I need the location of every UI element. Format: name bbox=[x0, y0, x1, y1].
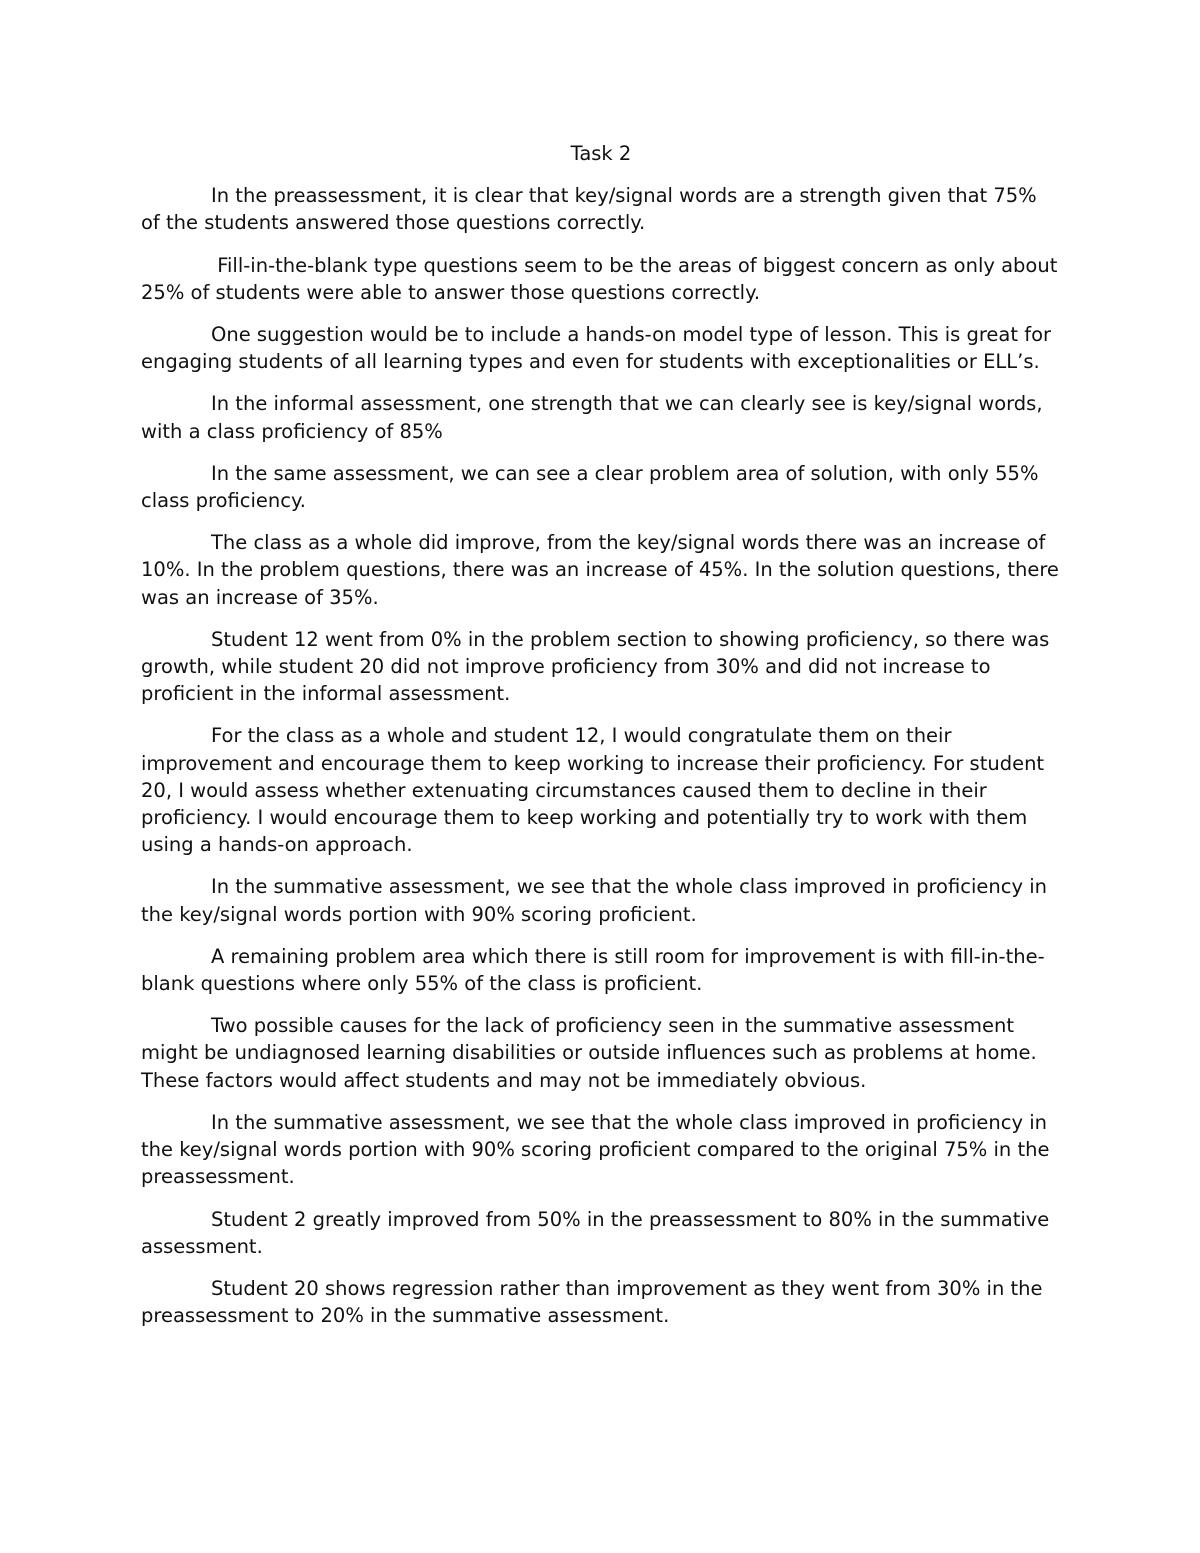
paragraph-2: Fill-in-the-blank type questions seem to be the areas of biggest concern as only about 25% of students were able to answer those questions correctly. bbox=[141, 253, 1064, 304]
paragraph-5: In the same assessment, we can see a clear problem area of solution, with only 55% class proficiency. bbox=[141, 461, 1039, 513]
document-body bbox=[141, 140, 1064, 1344]
paragraph-12: In the summative assessment, we see that the whole class improved in proficiency in the key/signal words portion with 90% scoring proficient compared to the original 75% in the preassessment. bbox=[141, 1110, 1050, 1189]
paragraph-1: In the preassessment, it is clear that key/signal words are a strength given that 75% of the students answered those questions correctly. bbox=[141, 184, 1037, 235]
document-title: Task 2 bbox=[570, 142, 632, 165]
paragraph-7: Student 12 went from 0% in the problem section to showing proficiency, so there was growth, while student 20 did not improve proficiency from 30% and did not increase to proficient in the informal assessment. bbox=[141, 627, 1050, 706]
paragraph-6: The class as a whole did improve, from the key/signal words there was an increase of 10%. In the problem questions, there was an increase of 45%. In the solution questions, there was an increase of 35%. bbox=[141, 531, 1059, 609]
paragraph-13: Student 2 greatly improved from 50% in the preassessment to 80% in the summative assessment. bbox=[141, 1207, 1050, 1258]
paragraph-14: Student 20 shows regression rather than improvement as they went from 30% in the preassessment to 20% in the summative assessment. bbox=[141, 1276, 1043, 1328]
paragraph-8: For the class as a whole and student 12, I would congratulate them on their improvement and encourage them to keep working to increase their proficiency. For student 20, I would assess whether extenuating circumstances caused them to decline in their proficiency. I would encourage them to keep working and potentially try to work with them using a hands-on approach. bbox=[141, 724, 1045, 857]
paragraph-11: Two possible causes for the lack of proficiency seen in the summative assessment might be undiagnosed learning disabilities or outside influences such as problems at home. These factors would affect students and may not be immediately obvious. bbox=[141, 1014, 1037, 1092]
paragraph-3: One suggestion would be to include a hands-on model type of lesson. This is great for engaging students of all learning types and even for students with exceptionalities or ELL’s. bbox=[141, 323, 1052, 374]
paragraph-9: In the summative assessment, we see that the whole class improved in proficiency in the key/signal words portion with 90% scoring proficient. bbox=[141, 875, 1048, 926]
paragraph-10: A remaining problem area which there is still room for improvement is with fill-in-the-blank questions where only 55% of the class is proficient. bbox=[141, 944, 1045, 996]
paragraph-4: In the informal assessment, one strength that we can clearly see is key/signal words, with a class proficiency of 85% bbox=[141, 392, 1043, 443]
